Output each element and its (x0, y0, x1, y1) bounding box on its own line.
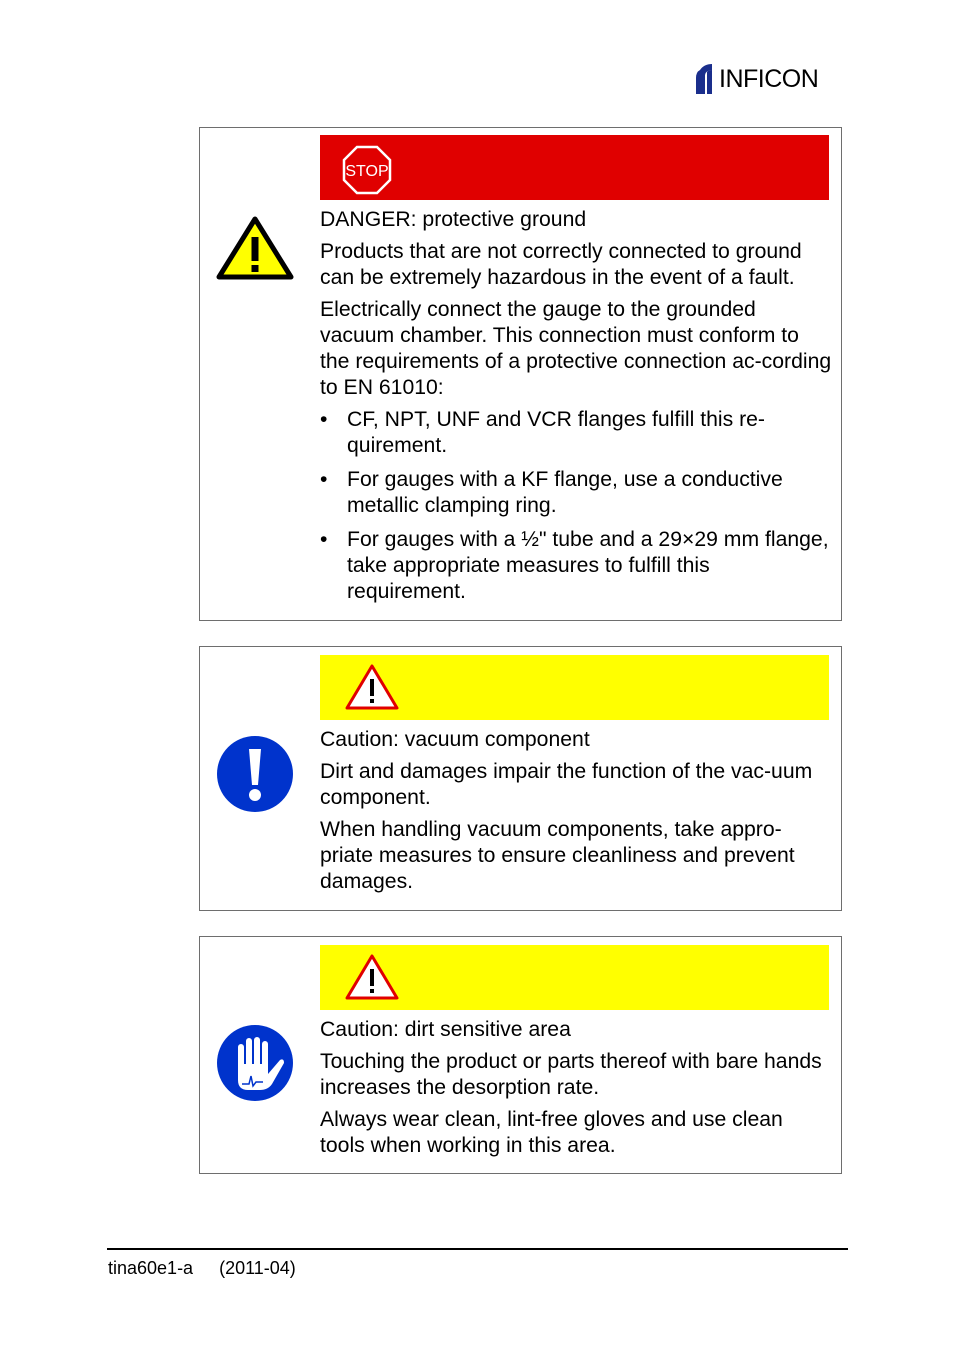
list-item: • For gauges with a KF flange, use a conductive metallic clamping ring. (320, 467, 832, 519)
danger-banner (320, 135, 829, 200)
document-date: (2011-04) (219, 1258, 296, 1278)
notice-paragraph: Always wear clean, lint-free gloves and use clean tools when working in this area. (320, 1108, 783, 1157)
footer-divider (107, 1248, 848, 1250)
caution-notice-vacuum (199, 646, 842, 911)
logo-text: INFICON (719, 64, 819, 93)
caution-content (320, 1017, 832, 1165)
document-id: tina60e1-a (108, 1258, 194, 1278)
danger-notice (199, 127, 842, 621)
mandatory-exclamation-icon (216, 735, 294, 813)
caution-triangle-icon (344, 953, 400, 1001)
inficon-logo-mark-icon (694, 62, 716, 96)
danger-content (320, 207, 832, 613)
svg-text:STOP: STOP (345, 163, 389, 180)
notice-heading: DANGER: protective ground (320, 208, 587, 231)
caution-notice-dirt (199, 936, 842, 1174)
caution-content (320, 727, 832, 901)
footer (108, 1257, 296, 1279)
notice-heading: Caution: dirt sensitive area (320, 1018, 571, 1041)
caution-banner (320, 655, 829, 720)
notice-paragraph: Electrically connect the gauge to the grounded vacuum chamber. This connection must conform to the requirements of a protective connection ac-cording to EN 61010: (320, 298, 832, 399)
caution-banner (320, 945, 829, 1010)
list-item: • CF, NPT, UNF and VCR flanges fulfill this re-quirement. (320, 407, 832, 459)
caution-triangle-icon (344, 663, 400, 711)
inficon-logo (694, 62, 818, 96)
notice-paragraph: Products that are not correctly connected to ground can be extremely hazardous in the event of a fault. (320, 240, 802, 289)
wear-gloves-icon (216, 1024, 294, 1102)
requirement-list (320, 407, 832, 605)
notice-paragraph: Touching the product or parts thereof with bare hands increases the desorption rate. (320, 1050, 822, 1099)
stop-sign-icon (342, 145, 392, 195)
notice-paragraph: When handling vacuum components, take appro-priate measures to ensure cleanliness and prevent damages. (320, 818, 795, 893)
notice-heading: Caution: vacuum component (320, 728, 590, 751)
list-item: • For gauges with a ½" tube and a 29×29 mm flange, take appropriate measures to fulfill this requirement. (320, 527, 832, 605)
notice-paragraph: Dirt and damages impair the function of the vac-uum component. (320, 760, 813, 809)
warning-triangle-icon (215, 215, 295, 281)
